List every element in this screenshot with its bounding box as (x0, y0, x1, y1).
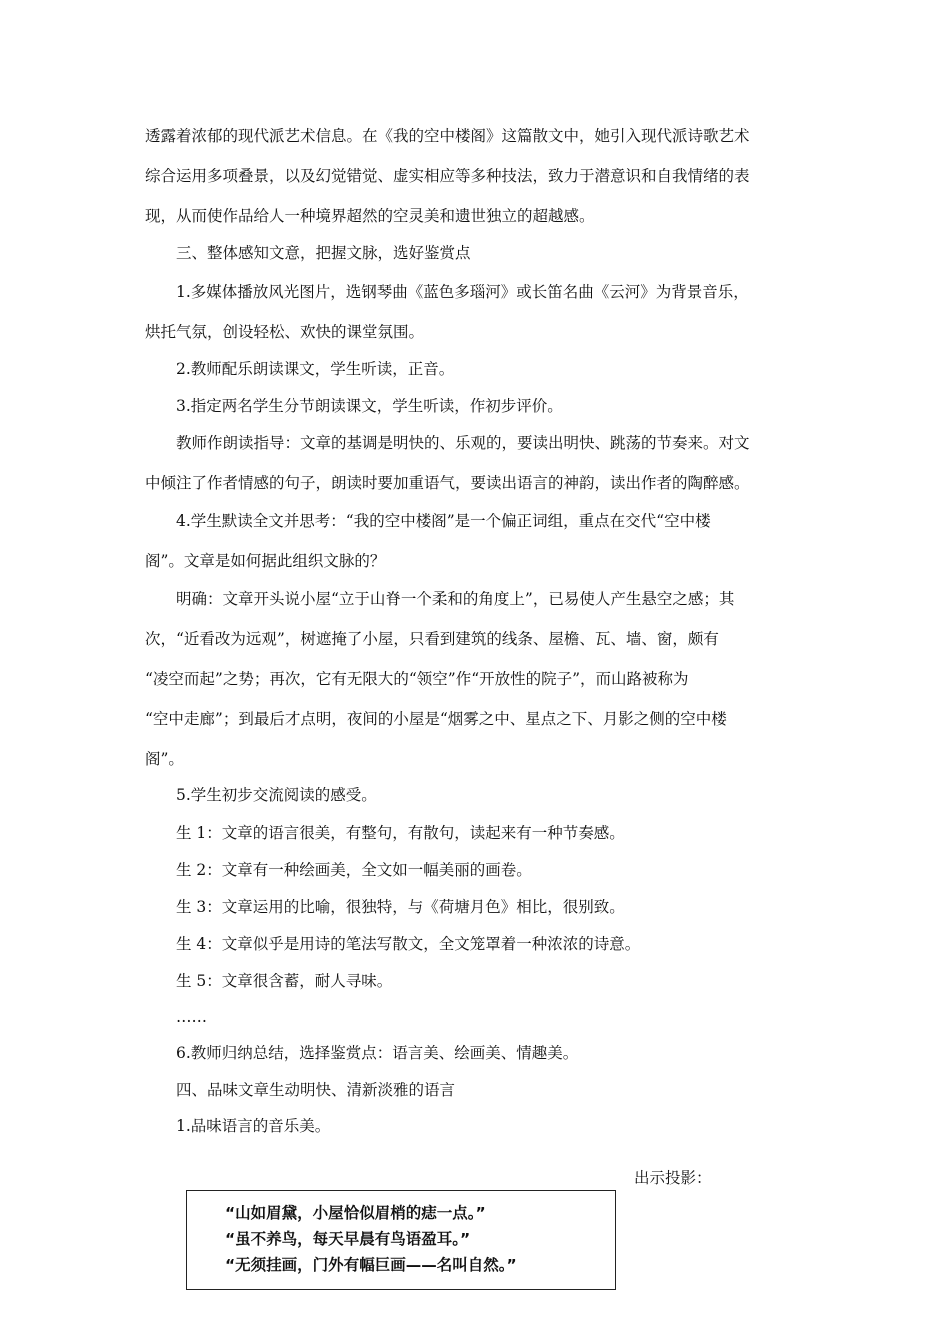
text-line: 阁”。文章是如何据此组织文脉的？ (145, 552, 386, 570)
text-line: 烘托气氛，创设轻松、欢快的课堂氛围。 (145, 323, 425, 341)
paragraph-item-4 (145, 501, 805, 581)
paragraph-item-2 (145, 349, 805, 389)
text-line: …… (176, 1008, 207, 1026)
section-heading-3 (145, 233, 805, 273)
quote-line: “虽不养鸟，每天早晨有鸟语盈耳。” (225, 1230, 471, 1248)
text-line: 生 3：文章运用的比喻，很独特，与《荷塘月色》相比，很别致。 (176, 898, 625, 916)
text-line: “凌空而起”之势；再次，它有无限大的“领空”作“开放性的院子”，而山路被称为 (145, 670, 689, 688)
text-line: 3.指定两名学生分节朗读课文，学生听读，作初步评价。 (176, 397, 563, 415)
paragraph-item-6 (145, 1033, 805, 1073)
text-line: 生 4：文章似乎是用诗的笔法写散文，全文笼罩着一种浓浓的诗意。 (176, 935, 641, 953)
section-heading-4 (145, 1070, 805, 1110)
text-line: 4.学生默读全文并思考：“我的空中楼阁”是一个偏正词组，重点在交代“空中楼 (176, 512, 711, 530)
paragraph-intro-continuation (145, 116, 805, 236)
text-line: 阁”。 (145, 750, 184, 768)
projection-label: 出示投影： (634, 1169, 712, 1187)
ellipsis (145, 997, 805, 1037)
paragraph-item-3 (145, 386, 805, 426)
text-line: 次，“近看改为远观”，树遮掩了小屋，只看到建筑的线条、屋檐、瓦、墙、窗，颇有 (145, 630, 719, 648)
student-response-4 (145, 924, 805, 964)
paragraph-item-1 (145, 272, 805, 352)
projection-quote-box (186, 1190, 616, 1290)
student-response-2 (145, 850, 805, 890)
student-response-1 (145, 813, 805, 853)
text-line: 教师作朗读指导：文章的基调是明快的、乐观的，要读出明快、跳荡的节奏来。对文 (176, 434, 750, 452)
text-line: 2.教师配乐朗读课文，学生听读，正音。 (176, 360, 455, 378)
text-line: 综合运用多项叠景，以及幻觉错觉、虚实相应等多种技法，致力于潜意识和自我情绪的表 (145, 167, 750, 185)
text-line: 6.教师归纳总结，选择鉴赏点：语言美、绘画美、情趣美。 (176, 1044, 579, 1062)
text-line: 明确：文章开头说小屋“立于山脊一个柔和的角度上”，已易使人产生悬空之感；其 (176, 590, 735, 608)
text-line: 四、品味文章生动明快、清新淡雅的语言 (176, 1081, 456, 1099)
text-line: 三、整体感知文意，把握文脉，选好鉴赏点 (176, 244, 471, 262)
text-line: 中倾注了作者情感的句子，朗读时要加重语气，要读出语言的神韵，读出作者的陶醉感。 (145, 474, 750, 492)
text-line: 透露着浓郁的现代派艺术信息。在《我的空中楼阁》这篇散文中，她引入现代派诗歌艺术 (145, 127, 750, 145)
paragraph-item-5 (145, 775, 805, 815)
text-line: 现，从而使作品给人一种境界超然的空灵美和遗世独立的超越感。 (145, 207, 595, 225)
paragraph-clarification (145, 579, 805, 779)
text-line: 生 1：文章的语言很美，有整句，有散句，读起来有一种节奏感。 (176, 824, 625, 842)
text-line: 1.品味语言的音乐美。 (176, 1117, 331, 1135)
quote-line: “山如眉黛，小屋恰似眉梢的痣一点。” (225, 1204, 486, 1222)
text-line: 生 2：文章有一种绘画美，全文如一幅美丽的画卷。 (176, 861, 532, 879)
text-line: 1.多媒体播放风光图片，选钢琴曲《蓝色多瑙河》或长笛名曲《云河》为背景音乐， (176, 283, 749, 301)
text-line: 5.学生初步交流阅读的感受。 (176, 786, 377, 804)
text-line: “空中走廊”；到最后才点明，夜间的小屋是“烟雾之中、星点之下、月影之侧的空中楼 (145, 710, 727, 728)
quote-line: “无须挂画，门外有幅巨画——名叫自然。” (225, 1256, 517, 1274)
paragraph-section4-item-1 (145, 1106, 805, 1146)
paragraph-reading-guidance (145, 423, 805, 503)
text-line: 生 5：文章很含蓄，耐人寻味。 (176, 972, 393, 990)
student-response-5 (145, 961, 805, 1001)
student-response-3 (145, 887, 805, 927)
